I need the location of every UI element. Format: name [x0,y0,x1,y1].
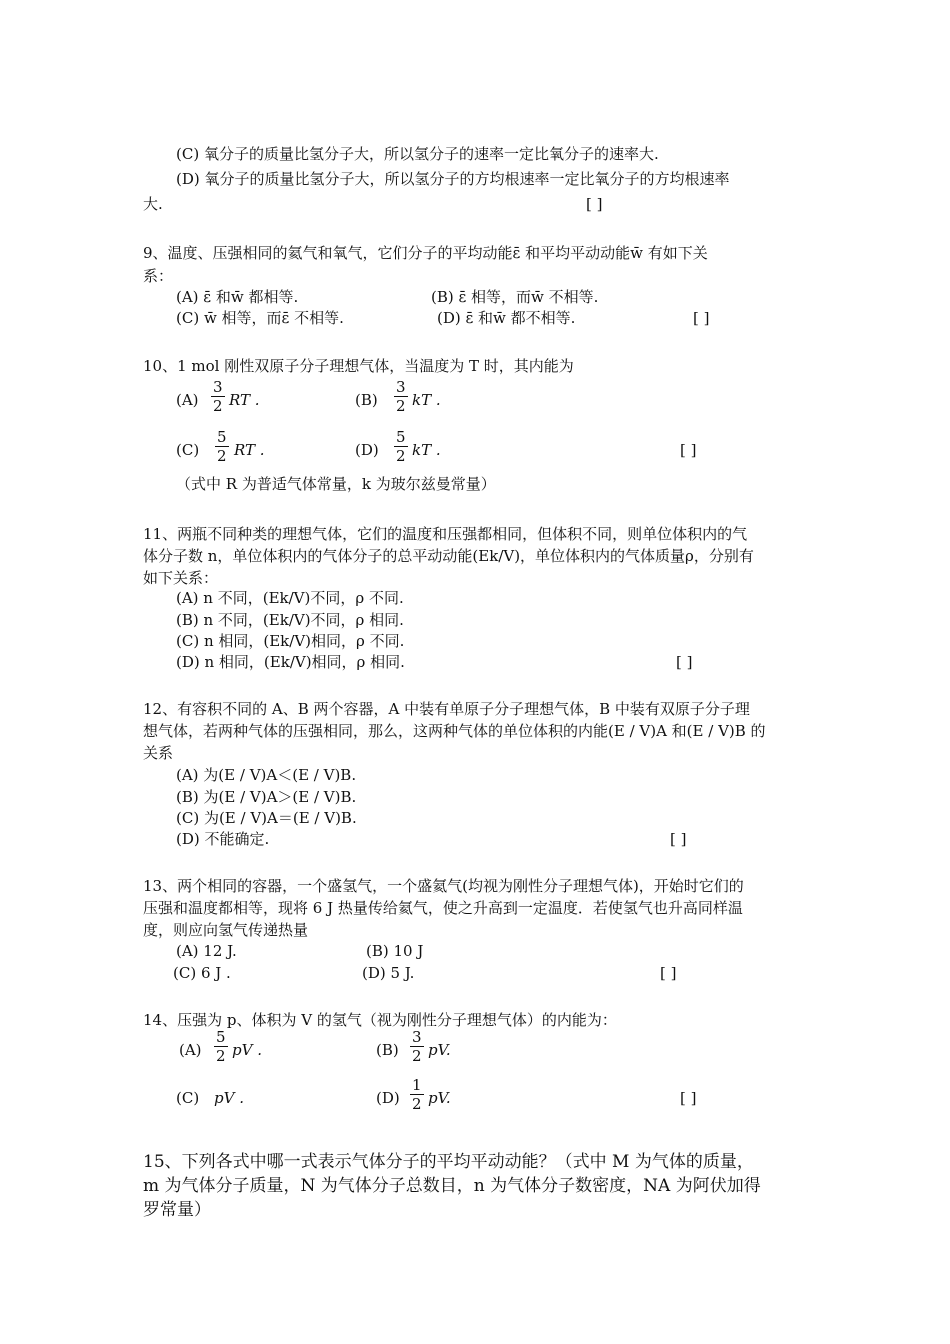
q14-b-denominator: 2 [412,1047,422,1065]
q11-stem-line3: 如下关系： [143,569,219,587]
q12-option-c: (C) 为(E / V)A＝(E / V)B. [176,809,357,827]
q14-b-numerator: 3 [412,1028,422,1046]
q9-option-c: (C) w̄ 相等，而ε̄ 不相等. [176,309,344,327]
q12-stem-line1: 12、有容积不同的 A、B 两个容器，A 中装有单原子分子理想气体，B 中装有双原子分子理 [143,700,750,718]
q9-stem-line1: 9、温度、压强相同的氦气和氧气，它们分子的平均动能ε̄ 和平均平动动能w̄ 有如下关 [143,244,708,262]
q10-option-d-fraction [394,428,408,465]
q12-option-a: (A) 为(E / V)A＜(E / V)B. [176,766,357,784]
q11-stem-line2: 体分子数 n，单位体积内的气体分子的总平动动能(Ek/V)，单位体积内的气体质量ρ，分别有 [143,547,754,565]
q10-option-d-expr: kT . [412,441,441,459]
q11-answer-bracket[interactable]: [ ] [676,653,693,671]
q14-option-a-fraction [214,1028,228,1065]
q15-stem-line1: 15、下列各式中哪一式表示气体分子的平均平动动能？（式中 M 为气体的质量， [143,1152,754,1172]
q10-option-b-fraction [394,378,408,415]
q8-answer-bracket[interactable]: [ ] [586,195,603,213]
q14-option-b-fraction [410,1028,424,1065]
q11-option-b: (B) n 不同，(Ek/V)不同，ρ 相同. [176,611,404,629]
q10-d-numerator: 5 [396,428,406,446]
q13-option-a: (A) 12 J. [176,942,237,960]
q10-c-denominator: 2 [217,447,227,465]
q9-option-a: (A) ε̄ 和w̄ 都相等. [176,288,299,306]
q10-a-numerator: 3 [213,378,223,396]
q9-option-d: (D) ε̄ 和w̄ 都不相等. [437,309,576,327]
q14-d-numerator: 1 [412,1076,422,1094]
q9-answer-bracket[interactable]: [ ] [693,309,710,327]
q14-stem: 14、压强为 p、体积为 V 的氢气（视为刚性分子理想气体）的内能为： [143,1011,617,1029]
q13-option-d: (D) 5 J. [362,964,415,982]
q10-d-denominator: 2 [396,447,406,465]
q13-option-c: (C) 6 J . [173,964,231,982]
q10-b-denominator: 2 [396,397,406,415]
q10-stem: 10、1 mol 刚性双原子分子理想气体，当温度为 T 时，其内能为 [143,357,574,375]
q10-a-denominator: 2 [213,397,223,415]
q14-option-c-expr: pV . [214,1089,244,1107]
q14-option-d-fraction [410,1076,424,1113]
q12-answer-bracket[interactable]: [ ] [670,830,687,848]
q10-option-c-expr: RT . [234,441,265,459]
q14-option-d-expr: pV. [428,1089,451,1107]
q10-option-c-fraction [215,428,229,465]
q13-answer-bracket[interactable]: [ ] [660,964,677,982]
q13-stem-line1: 13、两个相同的容器，一个盛氢气，一个盛氦气(均视为刚性分子理想气体)，开始时它们的 [143,877,744,895]
q12-option-b: (B) 为(E / V)A＞(E / V)B. [176,788,357,806]
q11-option-a: (A) n 不同，(Ek/V)不同，ρ 不同. [176,589,404,607]
q11-stem-line1: 11、两瓶不同种类的理想气体，它们的温度和压强都相同，但体积不同，则单位体积内的气 [143,525,748,543]
q15-stem-line2: m 为气体分子质量，N 为气体分子总数目，n 为气体分子数密度，NA 为阿伏加得 [143,1176,761,1196]
q10-option-b-expr: kT . [412,391,441,409]
q11-option-d: (D) n 相同，(Ek/V)相同，ρ 相同. [176,653,405,671]
q14-option-d-label: (D) [376,1089,400,1107]
q13-stem-line2: 压强和温度都相等，现将 6 J 热量传给氦气，使之升高到一定温度．若使氢气也升高同样温 [143,899,743,917]
q8-option-d-line2: 大. [143,195,163,213]
q9-option-b: (B) ε̄ 相等，而w̄ 不相等. [431,288,599,306]
q12-option-d: (D) 不能确定. [176,830,270,848]
q10-note: （式中 R 为普适气体常量，k 为玻尔兹曼常量） [176,475,496,493]
q10-option-a-fraction [211,378,225,415]
q10-option-a-expr: RT . [229,391,260,409]
q14-d-denominator: 2 [412,1095,422,1113]
q14-a-numerator: 5 [216,1028,226,1046]
q8-option-d-line1: (D) 氧分子的质量比氢分子大，所以氢分子的方均根速率一定比氧分子的方均根速率 [176,170,730,188]
q10-option-c-label: (C) [176,441,200,459]
q10-option-d-label: (D) [355,441,379,459]
q13-option-b: (B) 10 J [366,942,424,960]
q10-b-numerator: 3 [396,378,406,396]
q10-option-b-label: (B) [355,391,378,409]
q12-stem-line2: 想气体，若两种气体的压强相同，那么，这两种气体的单位体积的内能(E / V)A 和(E / V)B 的 [143,722,766,740]
q14-answer-bracket[interactable]: [ ] [680,1089,697,1107]
q13-stem-line3: 度，则应向氢气传递热量 [143,921,309,939]
q11-option-c: (C) n 相同，(Ek/V)相同，ρ 不同. [176,632,405,650]
q10-c-numerator: 5 [217,428,227,446]
q15-stem-line3: 罗常量） [143,1200,211,1220]
q14-option-b-expr: pV. [428,1041,451,1059]
q14-option-a-label: (A) [179,1041,202,1059]
q14-option-b-label: (B) [376,1041,399,1059]
q14-option-c-label: (C) [176,1089,200,1107]
q14-option-a-expr: pV . [232,1041,262,1059]
q8-option-c: (C) 氧分子的质量比氢分子大，所以氢分子的速率一定比氧分子的速率大. [176,145,659,163]
q14-a-denominator: 2 [216,1047,226,1065]
q12-stem-line3: 关系 [143,744,174,762]
q10-option-a-label: (A) [176,391,199,409]
q9-stem-line2: 系： [143,267,174,285]
q10-answer-bracket[interactable]: [ ] [680,441,697,459]
